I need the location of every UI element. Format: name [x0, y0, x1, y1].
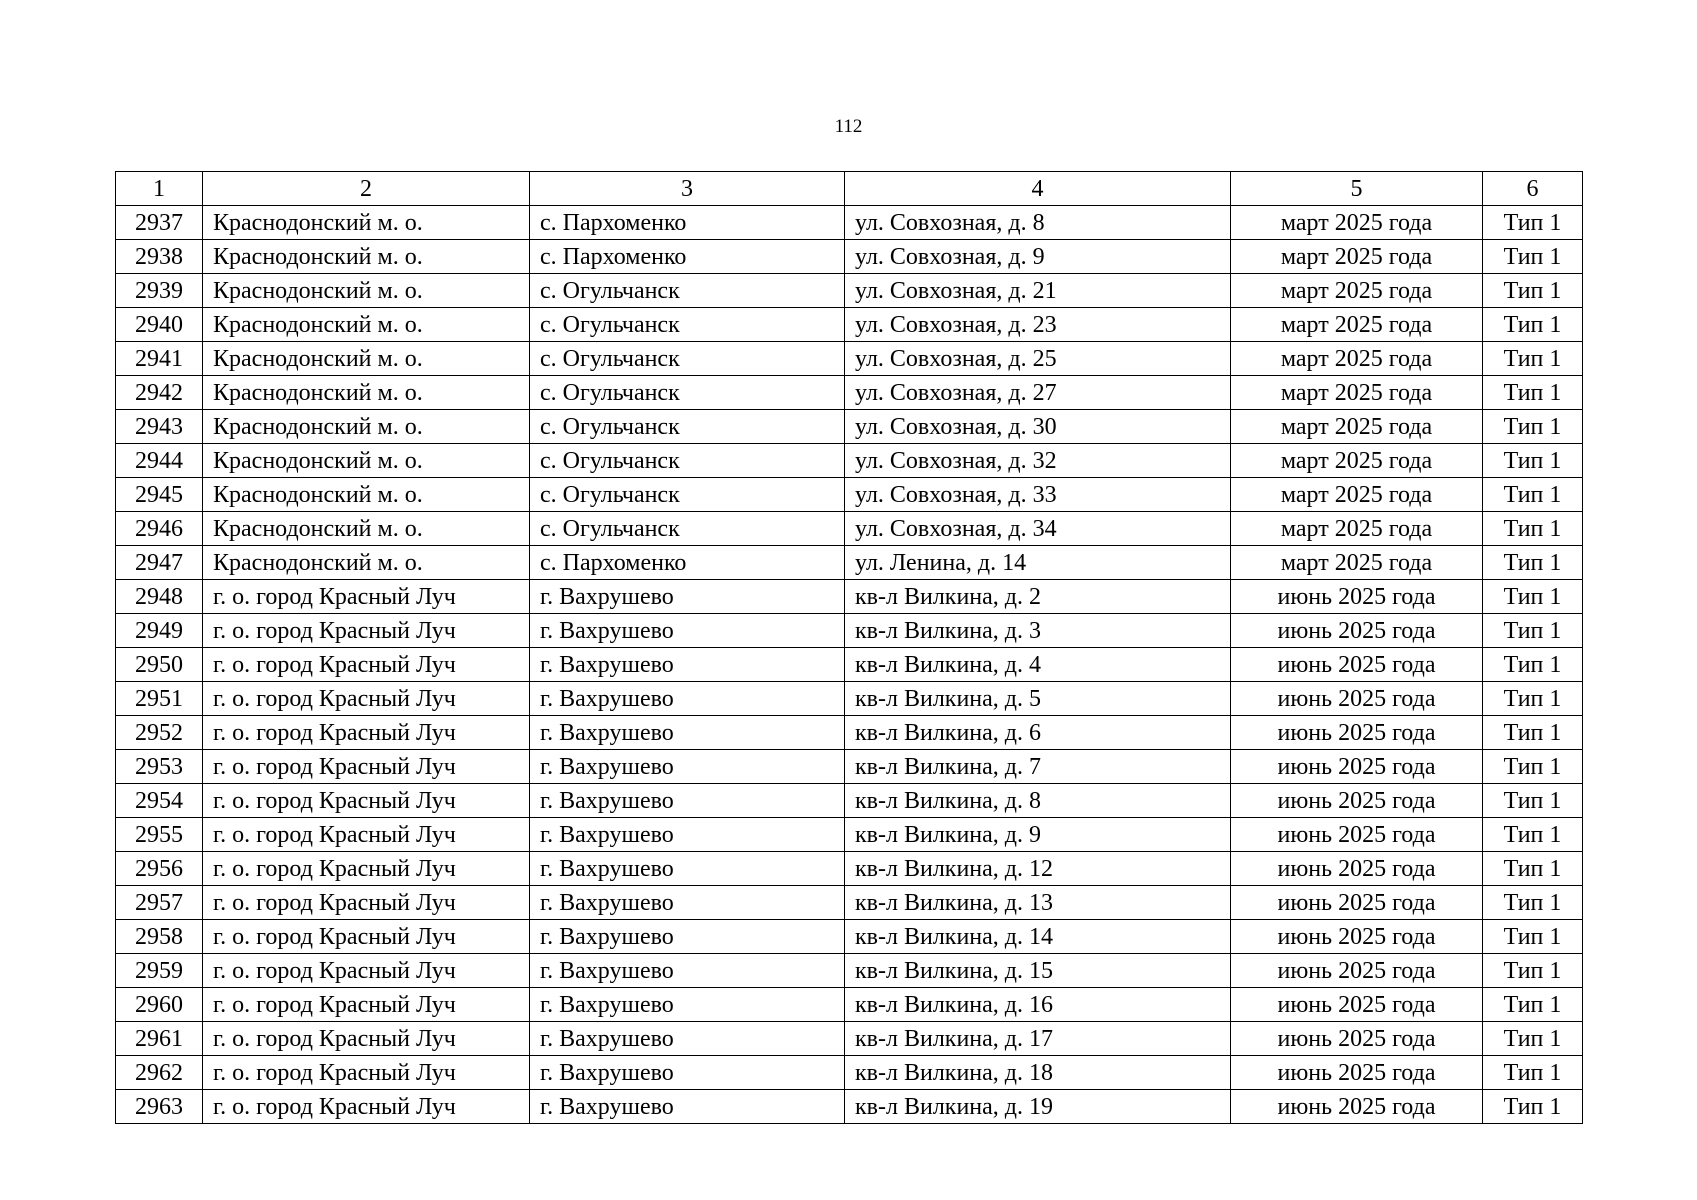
settlement-cell: с. Огульчанск	[530, 512, 845, 546]
date-cell: июнь 2025 года	[1231, 1022, 1483, 1056]
municipality-cell: Краснодонский м. о.	[203, 444, 530, 478]
row-number-cell: 2948	[116, 580, 203, 614]
settlement-cell: г. Вахрушево	[530, 818, 845, 852]
row-number-cell: 2944	[116, 444, 203, 478]
table-row	[116, 410, 1583, 444]
type-cell: Тип 1	[1483, 478, 1583, 512]
row-number-cell: 2938	[116, 240, 203, 274]
settlement-cell: с. Пархоменко	[530, 206, 845, 240]
type-cell: Тип 1	[1483, 954, 1583, 988]
address-cell: ул. Совхозная, д. 25	[845, 342, 1231, 376]
row-number-cell: 2955	[116, 818, 203, 852]
settlement-cell: г. Вахрушево	[530, 1056, 845, 1090]
type-cell: Тип 1	[1483, 512, 1583, 546]
settlement-cell: г. Вахрушево	[530, 1022, 845, 1056]
settlement-cell: с. Огульчанск	[530, 410, 845, 444]
address-cell: ул. Совхозная, д. 23	[845, 308, 1231, 342]
type-cell: Тип 1	[1483, 750, 1583, 784]
date-cell: июнь 2025 года	[1231, 648, 1483, 682]
type-cell: Тип 1	[1483, 410, 1583, 444]
type-cell: Тип 1	[1483, 920, 1583, 954]
municipality-cell: Краснодонский м. о.	[203, 206, 530, 240]
municipality-cell: Краснодонский м. о.	[203, 342, 530, 376]
type-cell: Тип 1	[1483, 308, 1583, 342]
table-row	[116, 614, 1583, 648]
column-header-4: 4	[845, 172, 1231, 206]
municipality-cell: г. о. город Красный Луч	[203, 954, 530, 988]
type-cell: Тип 1	[1483, 1090, 1583, 1124]
type-cell: Тип 1	[1483, 818, 1583, 852]
type-cell: Тип 1	[1483, 444, 1583, 478]
address-cell: кв-л Вилкина, д. 14	[845, 920, 1231, 954]
address-cell: кв-л Вилкина, д. 8	[845, 784, 1231, 818]
municipality-cell: г. о. город Красный Луч	[203, 852, 530, 886]
municipality-cell: г. о. город Красный Луч	[203, 1090, 530, 1124]
type-cell: Тип 1	[1483, 376, 1583, 410]
row-number-cell: 2956	[116, 852, 203, 886]
type-cell: Тип 1	[1483, 852, 1583, 886]
address-cell: кв-л Вилкина, д. 7	[845, 750, 1231, 784]
settlement-cell: г. Вахрушево	[530, 1090, 845, 1124]
table-row	[116, 988, 1583, 1022]
municipality-cell: г. о. город Красный Луч	[203, 716, 530, 750]
municipality-cell: г. о. город Красный Луч	[203, 784, 530, 818]
row-number-cell: 2951	[116, 682, 203, 716]
municipality-cell: г. о. город Красный Луч	[203, 750, 530, 784]
settlement-cell: с. Огульчанск	[530, 478, 845, 512]
column-header-2: 2	[203, 172, 530, 206]
address-cell: кв-л Вилкина, д. 13	[845, 886, 1231, 920]
settlement-cell: г. Вахрушево	[530, 716, 845, 750]
address-cell: кв-л Вилкина, д. 19	[845, 1090, 1231, 1124]
settlement-cell: г. Вахрушево	[530, 580, 845, 614]
row-number-cell: 2940	[116, 308, 203, 342]
table-row	[116, 954, 1583, 988]
table-row	[116, 886, 1583, 920]
date-cell: июнь 2025 года	[1231, 1090, 1483, 1124]
date-cell: март 2025 года	[1231, 512, 1483, 546]
municipality-cell: Краснодонский м. о.	[203, 308, 530, 342]
type-cell: Тип 1	[1483, 648, 1583, 682]
type-cell: Тип 1	[1483, 784, 1583, 818]
address-cell: кв-л Вилкина, д. 12	[845, 852, 1231, 886]
date-cell: март 2025 года	[1231, 308, 1483, 342]
address-cell: кв-л Вилкина, д. 9	[845, 818, 1231, 852]
settlement-cell: г. Вахрушево	[530, 920, 845, 954]
row-number-cell: 2941	[116, 342, 203, 376]
type-cell: Тип 1	[1483, 886, 1583, 920]
address-cell: кв-л Вилкина, д. 16	[845, 988, 1231, 1022]
municipality-cell: г. о. город Красный Луч	[203, 886, 530, 920]
municipality-cell: г. о. город Красный Луч	[203, 1056, 530, 1090]
address-cell: ул. Совхозная, д. 33	[845, 478, 1231, 512]
settlement-cell: г. Вахрушево	[530, 954, 845, 988]
row-number-cell: 2952	[116, 716, 203, 750]
table-row	[116, 580, 1583, 614]
municipality-cell: Краснодонский м. о.	[203, 478, 530, 512]
date-cell: июнь 2025 года	[1231, 682, 1483, 716]
header-row	[116, 172, 1583, 206]
row-number-cell: 2946	[116, 512, 203, 546]
table-header	[116, 172, 1583, 206]
type-cell: Тип 1	[1483, 988, 1583, 1022]
date-cell: март 2025 года	[1231, 206, 1483, 240]
type-cell: Тип 1	[1483, 240, 1583, 274]
row-number-cell: 2939	[116, 274, 203, 308]
row-number-cell: 2962	[116, 1056, 203, 1090]
row-number-cell: 2961	[116, 1022, 203, 1056]
date-cell: июнь 2025 года	[1231, 818, 1483, 852]
municipality-cell: Краснодонский м. о.	[203, 546, 530, 580]
row-number-cell: 2953	[116, 750, 203, 784]
table-row	[116, 1090, 1583, 1124]
date-cell: июнь 2025 года	[1231, 886, 1483, 920]
column-header-6: 6	[1483, 172, 1583, 206]
type-cell: Тип 1	[1483, 580, 1583, 614]
table-row	[116, 1056, 1583, 1090]
address-cell: ул. Ленина, д. 14	[845, 546, 1231, 580]
type-cell: Тип 1	[1483, 342, 1583, 376]
settlement-cell: с. Огульчанск	[530, 308, 845, 342]
table-row	[116, 206, 1583, 240]
address-cell: ул. Совхозная, д. 34	[845, 512, 1231, 546]
table-row	[116, 750, 1583, 784]
municipality-cell: г. о. город Красный Луч	[203, 648, 530, 682]
date-cell: июнь 2025 года	[1231, 920, 1483, 954]
table-row	[116, 1022, 1583, 1056]
type-cell: Тип 1	[1483, 682, 1583, 716]
municipality-cell: г. о. город Красный Луч	[203, 580, 530, 614]
row-number-cell: 2945	[116, 478, 203, 512]
date-cell: март 2025 года	[1231, 444, 1483, 478]
table-row	[116, 444, 1583, 478]
date-cell: июнь 2025 года	[1231, 784, 1483, 818]
row-number-cell: 2960	[116, 988, 203, 1022]
address-cell: кв-л Вилкина, д. 2	[845, 580, 1231, 614]
row-number-cell: 2958	[116, 920, 203, 954]
municipality-cell: Краснодонский м. о.	[203, 274, 530, 308]
settlement-cell: г. Вахрушево	[530, 750, 845, 784]
address-cell: кв-л Вилкина, д. 18	[845, 1056, 1231, 1090]
settlement-cell: г. Вахрушево	[530, 784, 845, 818]
type-cell: Тип 1	[1483, 546, 1583, 580]
date-cell: март 2025 года	[1231, 478, 1483, 512]
type-cell: Тип 1	[1483, 1022, 1583, 1056]
table-row	[116, 546, 1583, 580]
settlement-cell: с. Огульчанск	[530, 274, 845, 308]
row-number-cell: 2949	[116, 614, 203, 648]
type-cell: Тип 1	[1483, 716, 1583, 750]
date-cell: июнь 2025 года	[1231, 1056, 1483, 1090]
settlement-cell: с. Пархоменко	[530, 546, 845, 580]
date-cell: март 2025 года	[1231, 546, 1483, 580]
row-number-cell: 2954	[116, 784, 203, 818]
address-cell: кв-л Вилкина, д. 17	[845, 1022, 1231, 1056]
table-row	[116, 852, 1583, 886]
table-row	[116, 308, 1583, 342]
municipality-cell: г. о. город Красный Луч	[203, 988, 530, 1022]
address-cell: кв-л Вилкина, д. 15	[845, 954, 1231, 988]
table-row	[116, 240, 1583, 274]
municipality-cell: Краснодонский м. о.	[203, 410, 530, 444]
date-cell: июнь 2025 года	[1231, 614, 1483, 648]
row-number-cell: 2957	[116, 886, 203, 920]
table-row	[116, 478, 1583, 512]
table-row	[116, 376, 1583, 410]
municipality-cell: Краснодонский м. о.	[203, 512, 530, 546]
row-number-cell: 2943	[116, 410, 203, 444]
row-number-cell: 2950	[116, 648, 203, 682]
table-row	[116, 716, 1583, 750]
column-header-3: 3	[530, 172, 845, 206]
address-cell: ул. Совхозная, д. 27	[845, 376, 1231, 410]
settlement-cell: г. Вахрушево	[530, 648, 845, 682]
date-cell: март 2025 года	[1231, 240, 1483, 274]
settlement-cell: г. Вахрушево	[530, 988, 845, 1022]
table-row	[116, 920, 1583, 954]
date-cell: июнь 2025 года	[1231, 750, 1483, 784]
municipality-cell: г. о. город Красный Луч	[203, 920, 530, 954]
row-number-cell: 2959	[116, 954, 203, 988]
row-number-cell: 2937	[116, 206, 203, 240]
table-row	[116, 682, 1583, 716]
table-row	[116, 342, 1583, 376]
settlement-cell: г. Вахрушево	[530, 682, 845, 716]
settlement-cell: г. Вахрушево	[530, 886, 845, 920]
address-cell: кв-л Вилкина, д. 4	[845, 648, 1231, 682]
type-cell: Тип 1	[1483, 614, 1583, 648]
municipality-cell: Краснодонский м. о.	[203, 376, 530, 410]
page-number: 112	[834, 116, 863, 137]
municipality-cell: г. о. город Красный Луч	[203, 614, 530, 648]
settlement-cell: с. Огульчанск	[530, 376, 845, 410]
column-header-1: 1	[116, 172, 203, 206]
address-cell: ул. Совхозная, д. 21	[845, 274, 1231, 308]
address-cell: ул. Совхозная, д. 8	[845, 206, 1231, 240]
row-number-cell: 2942	[116, 376, 203, 410]
table-row	[116, 648, 1583, 682]
municipality-cell: г. о. город Красный Луч	[203, 1022, 530, 1056]
address-cell: ул. Совхозная, д. 30	[845, 410, 1231, 444]
date-cell: март 2025 года	[1231, 376, 1483, 410]
registry-table	[115, 171, 1583, 1124]
date-cell: июнь 2025 года	[1231, 954, 1483, 988]
settlement-cell: с. Пархоменко	[530, 240, 845, 274]
address-cell: кв-л Вилкина, д. 6	[845, 716, 1231, 750]
row-number-cell: 2963	[116, 1090, 203, 1124]
column-header-5: 5	[1231, 172, 1483, 206]
date-cell: июнь 2025 года	[1231, 988, 1483, 1022]
table-row	[116, 512, 1583, 546]
type-cell: Тип 1	[1483, 1056, 1583, 1090]
row-number-cell: 2947	[116, 546, 203, 580]
date-cell: март 2025 года	[1231, 410, 1483, 444]
address-cell: кв-л Вилкина, д. 5	[845, 682, 1231, 716]
date-cell: июнь 2025 года	[1231, 852, 1483, 886]
date-cell: март 2025 года	[1231, 274, 1483, 308]
address-cell: кв-л Вилкина, д. 3	[845, 614, 1231, 648]
municipality-cell: Краснодонский м. о.	[203, 240, 530, 274]
address-cell: ул. Совхозная, д. 9	[845, 240, 1231, 274]
table-row	[116, 274, 1583, 308]
settlement-cell: с. Огульчанск	[530, 342, 845, 376]
municipality-cell: г. о. город Красный Луч	[203, 682, 530, 716]
type-cell: Тип 1	[1483, 206, 1583, 240]
settlement-cell: с. Огульчанск	[530, 444, 845, 478]
table-row	[116, 818, 1583, 852]
date-cell: июнь 2025 года	[1231, 716, 1483, 750]
settlement-cell: г. Вахрушево	[530, 852, 845, 886]
date-cell: март 2025 года	[1231, 342, 1483, 376]
date-cell: июнь 2025 года	[1231, 580, 1483, 614]
address-cell: ул. Совхозная, д. 32	[845, 444, 1231, 478]
settlement-cell: г. Вахрушево	[530, 614, 845, 648]
type-cell: Тип 1	[1483, 274, 1583, 308]
table-row	[116, 784, 1583, 818]
municipality-cell: г. о. город Красный Луч	[203, 818, 530, 852]
table-body	[116, 206, 1583, 1124]
